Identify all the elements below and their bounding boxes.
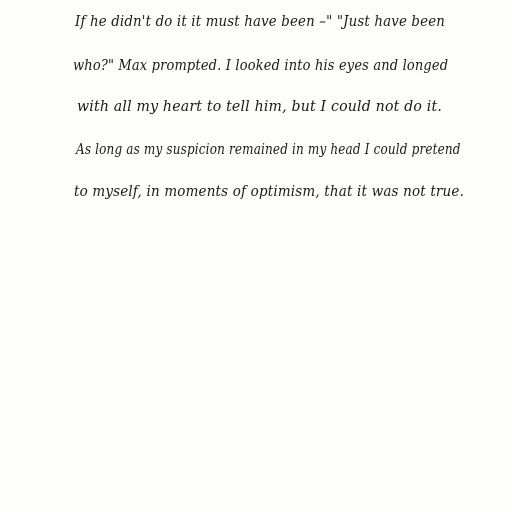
handwritten-line-1: If he didn't do it it must have been –" "Just have been [75,14,446,30]
handwritten-line-3: with all my heart to tell him, but I could not do it. [77,99,443,115]
handwritten-line-5: to myself, in moments of optimism, that it was not true. [74,184,465,200]
handwritten-line-2: who?" Max prompted. I looked into his eyes and longed [73,58,449,74]
handwritten-line-4: As long as my suspicion remained in my head I could pretend [76,142,461,158]
